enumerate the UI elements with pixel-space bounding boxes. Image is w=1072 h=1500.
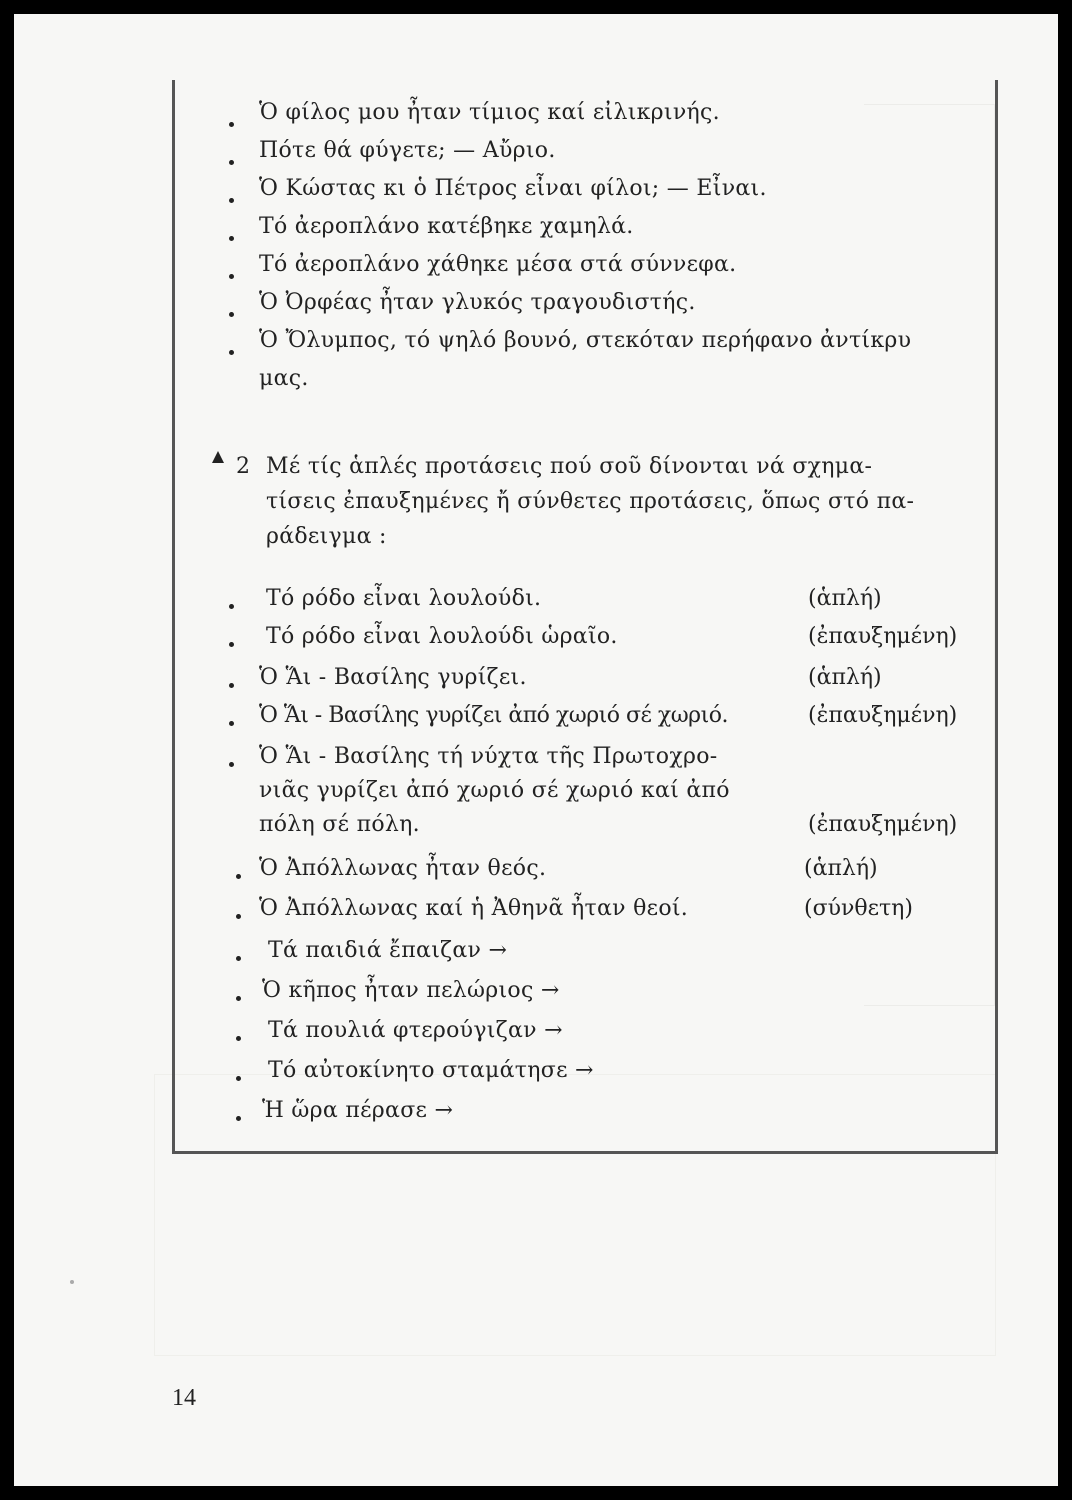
bullet-icon bbox=[229, 236, 234, 241]
example-text: Ὁ Ἅι - Βασίλης τή νύχτα τῆς Πρωτοχρο- bbox=[259, 744, 718, 769]
example-text-cont: νιᾶς γυρίζει ἀπό χωριό σέ χωριό καί ἀπό bbox=[259, 778, 730, 803]
speck bbox=[70, 1280, 74, 1284]
page-number: 14 bbox=[172, 1385, 196, 1411]
example-label: (ἁπλή) bbox=[804, 856, 878, 881]
bullet-icon bbox=[236, 996, 241, 1001]
bullet-icon bbox=[236, 1036, 241, 1041]
bullet-icon bbox=[236, 914, 241, 919]
bullet-icon bbox=[229, 604, 234, 609]
task-sentence: Τά πουλιά φτερούγιζαν → bbox=[268, 1018, 563, 1043]
sentence-7-cont: μας. bbox=[259, 366, 309, 391]
sentence-3: Ὁ Κώστας κι ὁ Πέτρος εἶναι φίλοι; — Εἶναι. bbox=[259, 176, 767, 201]
bullet-icon bbox=[229, 762, 234, 767]
exercise-line-2: τίσεις ἐπαυξημένες ἤ σύνθετες προτάσεις, ὅπως στό πα- bbox=[266, 489, 915, 514]
exercise-line-1: Μέ τίς ἁπλές προτάσεις πού σοῦ δίνονται νά σχημα- bbox=[266, 454, 873, 479]
sentence-7: Ὁ Ὄλυμπος, τό ψηλό βουνό, στεκόταν περήφανο ἀντίκρυ bbox=[259, 328, 912, 353]
example-text: Ὁ Ἀπόλλωνας καί ἡ Ἀθηνᾶ ἦταν θεοί. bbox=[259, 896, 689, 921]
sentence-4: Τό ἀεροπλάνο κατέβηκε χαμηλά. bbox=[259, 214, 634, 239]
bullet-icon bbox=[229, 642, 234, 647]
bullet-icon bbox=[229, 721, 234, 726]
example-text: Τό ρόδο εἶναι λουλούδι ὡραῖο. bbox=[266, 624, 618, 649]
exercise-number: 2 bbox=[236, 454, 251, 479]
bullet-icon bbox=[229, 274, 234, 279]
exercise-line-3: ράδειγμα : bbox=[266, 524, 387, 549]
bullet-icon bbox=[229, 198, 234, 203]
bullet-icon bbox=[236, 1076, 241, 1081]
example-label: (ἐπαυξημένη) bbox=[808, 624, 958, 649]
task-sentence: Ἡ ὥρα πέρασε → bbox=[262, 1098, 454, 1123]
bullet-icon bbox=[229, 122, 234, 127]
bullet-icon bbox=[229, 160, 234, 165]
bullet-icon bbox=[236, 956, 241, 961]
task-sentence: Τά παιδιά ἔπαιζαν → bbox=[268, 938, 508, 963]
bullet-icon bbox=[229, 683, 234, 688]
sentence-2: Πότε θά φύγετε; — Αὔριο. bbox=[259, 138, 556, 163]
bullet-icon bbox=[229, 312, 234, 317]
task-sentence: Τό αὐτοκίνητο σταμάτησε → bbox=[268, 1058, 594, 1083]
sentence-5: Τό ἀεροπλάνο χάθηκε μέσα στά σύννεφα. bbox=[259, 252, 737, 277]
example-text: Τό ρόδο εἶναι λουλούδι. bbox=[266, 586, 542, 611]
example-label: (ἐπαυξημένη) bbox=[808, 703, 958, 728]
bullet-icon bbox=[229, 350, 234, 355]
sentence-1: Ὁ φίλος μου ἦταν τίμιος καί εἰλικρινής. bbox=[259, 100, 720, 125]
example-label: (ἐπαυξημένη) bbox=[808, 812, 958, 837]
bullet-icon bbox=[236, 874, 241, 879]
sentence-6: Ὁ Ὀρφέας ἦταν γλυκός τραγουδιστής. bbox=[259, 290, 696, 315]
triangle-icon bbox=[212, 451, 224, 463]
example-text: Ὁ Ἀπόλλωνας ἦταν θεός. bbox=[259, 856, 547, 881]
example-label: (ἁπλή) bbox=[808, 586, 882, 611]
example-label: (ἁπλή) bbox=[808, 665, 882, 690]
bullet-icon bbox=[236, 1116, 241, 1121]
example-label: (σύνθετη) bbox=[804, 896, 913, 921]
example-text: Ὁ Ἅι - Βασίλης γυρίζει ἀπό χωριό σέ χωριό. bbox=[259, 703, 728, 728]
example-text-cont: πόλη σέ πόλη. bbox=[259, 812, 420, 837]
task-sentence: Ὁ κῆπος ἦταν πελώριος → bbox=[262, 978, 560, 1003]
example-text: Ὁ Ἅι - Βασίλης γυρίζει. bbox=[259, 665, 527, 690]
